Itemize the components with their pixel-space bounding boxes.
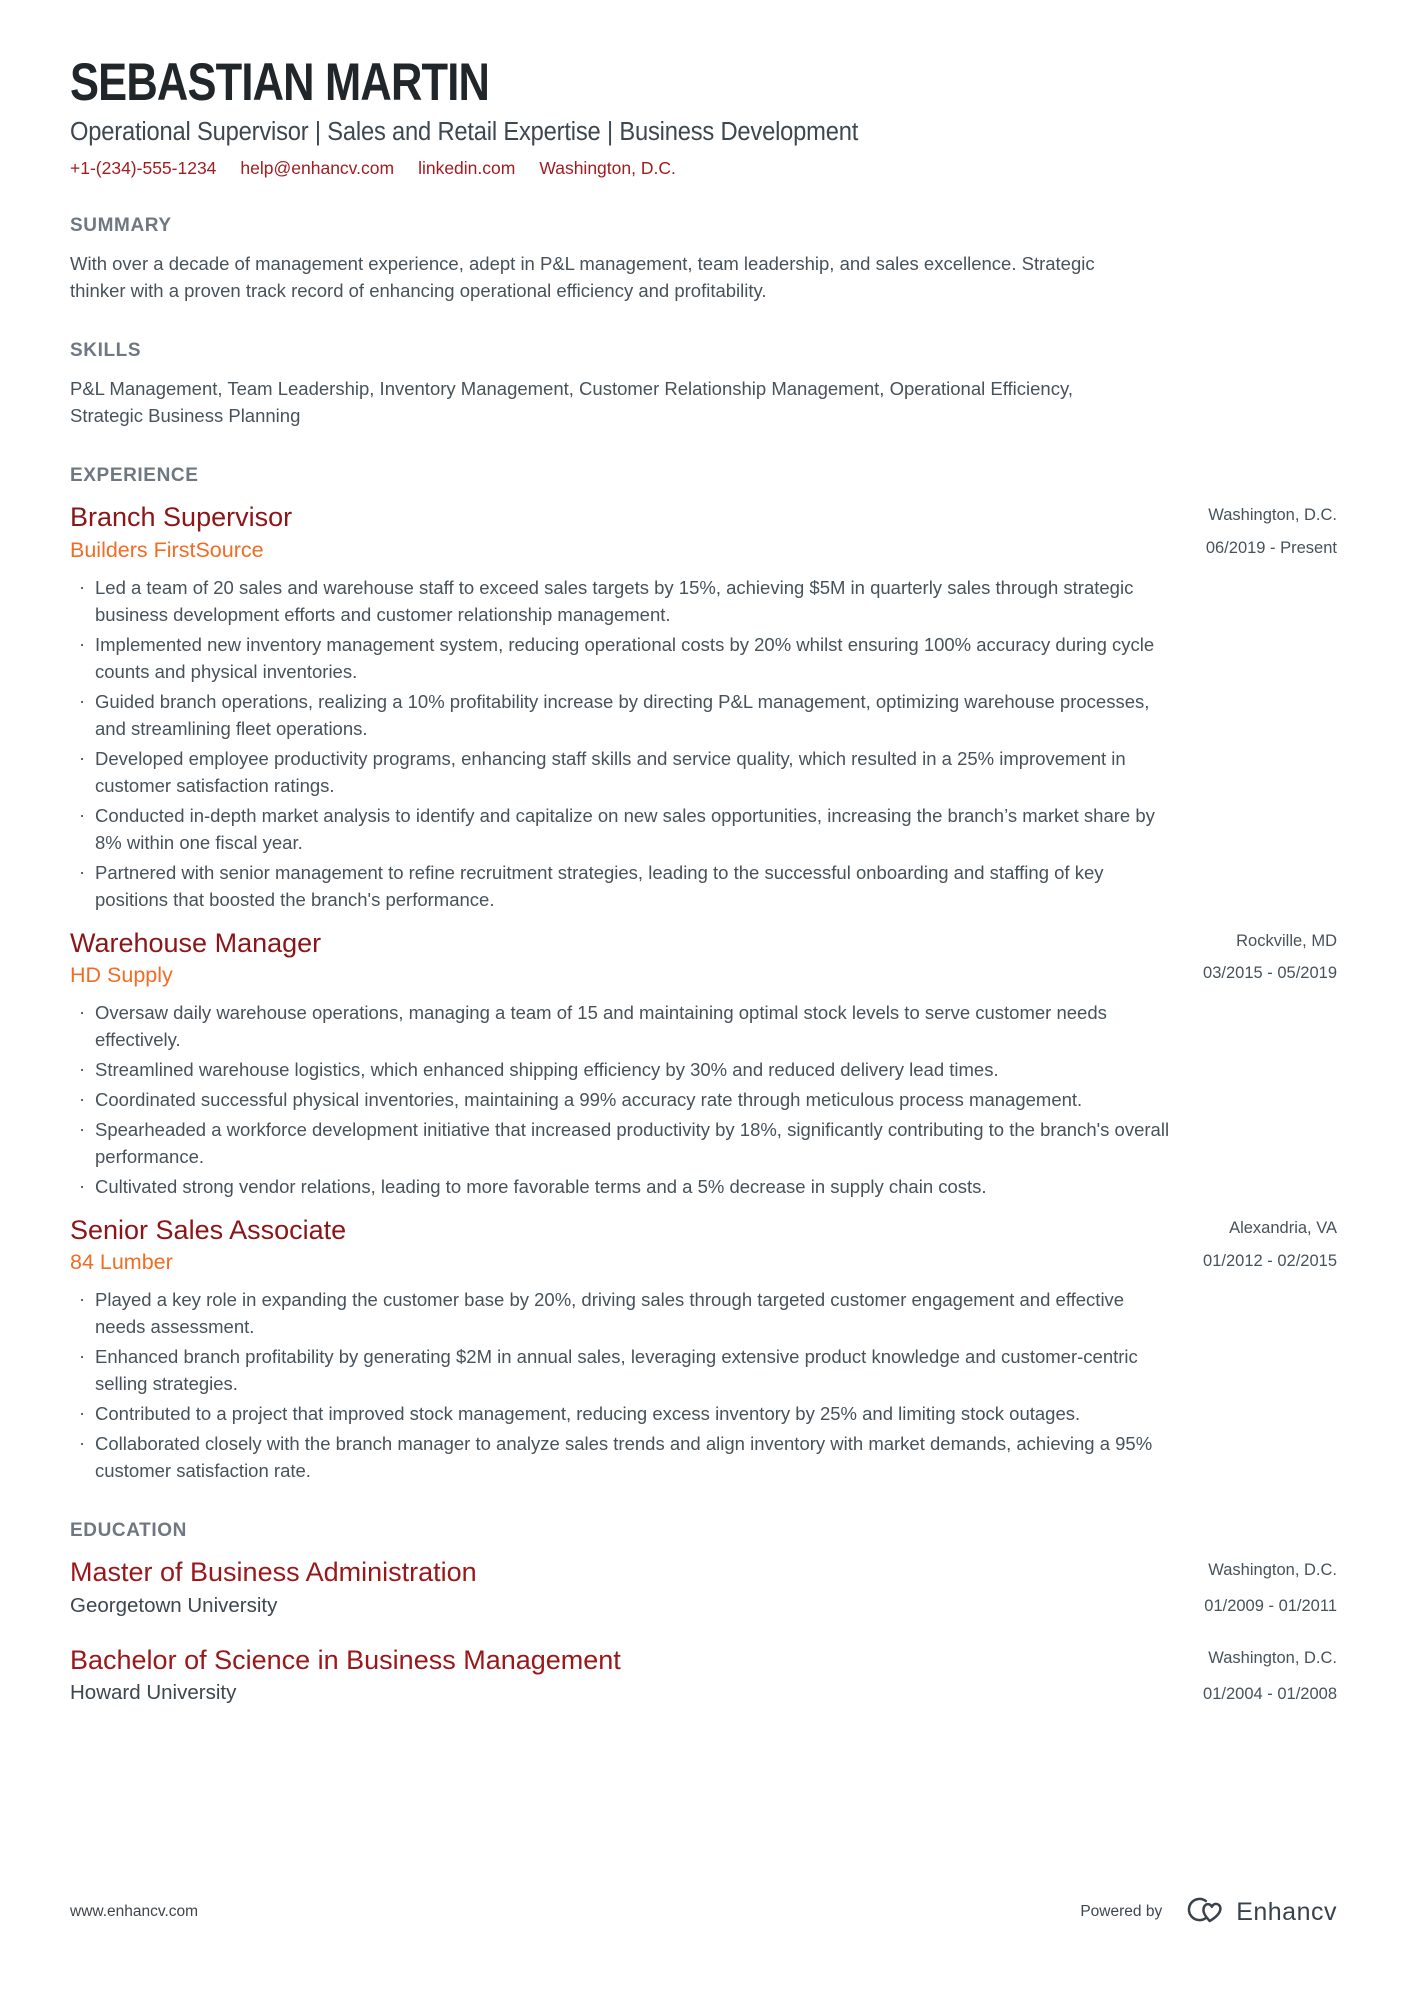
bullet-item: · Led a team of 20 sales and warehouse staff to exceed sales targets by 15%, achieving $5M in quarterly sales through strategic business development efforts and customer relationship management. [95, 574, 1170, 628]
summary-text: With over a decade of management experience, adept in P&L management, team leadership, and sales excellence. Strategic thinker with a proven track record of enhancing operational efficiency and profitability. [70, 253, 1095, 302]
experience-heading: EXPERIENCE [70, 465, 199, 487]
job-meta [1203, 927, 1337, 985]
education-dates: 01/2004 - 01/2008 [1203, 1684, 1337, 1703]
bullet-item: · Played a key role in expanding the customer base by 20%, driving sales through targeted customer engagement and effective needs assessment. [95, 1286, 1170, 1340]
summary-heading: SUMMARY [70, 215, 172, 237]
bullet-item: · Guided branch operations, realizing a 10% profitability increase by directing P&L management, optimizing warehouse processes, and streamlining fleet operations. [95, 688, 1170, 742]
degree-title: Bachelor of Science in Business Management [70, 1644, 621, 1675]
job-title-block [70, 1214, 346, 1275]
job-title-block [70, 927, 321, 988]
job-header [70, 501, 1337, 562]
company-name: HD Supply [70, 963, 173, 988]
job-location: Alexandria, VA [1229, 1219, 1337, 1238]
bullet-item: · Spearheaded a workforce development initiative that increased productivity by 18%, significantly contributing to the branch's overall performance. [95, 1116, 1170, 1170]
enhancv-site-link[interactable]: www.enhancv.com [70, 1903, 199, 1920]
education-location: Washington, D.C. [1208, 1561, 1337, 1580]
bullet-item: · Developed employee productivity programs, enhancing staff skills and service quality, which resulted in a 25% improvement in customer satisfaction ratings. [95, 745, 1170, 799]
job-title: Warehouse Manager [70, 927, 322, 958]
job-dates: 01/2012 - 02/2015 [1203, 1251, 1337, 1270]
location-text: Washington, D.C. [539, 158, 676, 179]
skills-heading: SKILLS [70, 340, 142, 362]
education-meta [1203, 1644, 1337, 1705]
school-name: Howard University [70, 1681, 237, 1705]
enhancv-brand-link[interactable] [1178, 1893, 1337, 1931]
job-location: Rockville, MD [1236, 931, 1337, 950]
job-title: Branch Supervisor [70, 502, 293, 533]
skills-text: P&L Management, Team Leadership, Inventory Management, Customer Relationship Management, Operational Efficiency, Strategic Business Planning [70, 378, 1073, 427]
bullet-item: · Contributed to a project that improved stock management, reducing excess inventory by 25% and limiting stock outages. [95, 1400, 1170, 1427]
education-entry [70, 1644, 1337, 1705]
candidate-name: SEBASTIAN MARTIN [70, 53, 490, 112]
bullet-item: · Collaborated closely with the branch manager to analyze sales trends and align inventory with market demands, achieving a 95% customer satisfaction rate. [95, 1430, 1170, 1484]
bullet-item: · Coordinated successful physical inventories, maintaining a 99% accuracy rate through meticulous process management. [95, 1086, 1170, 1113]
education-heading: EDUCATION [70, 1520, 187, 1542]
experience-entry [70, 927, 1337, 1200]
bullet-item: · Enhanced branch profitability by generating $2M in annual sales, leveraging extensive product knowledge and customer-centric selling strategies. [95, 1343, 1170, 1397]
summary-section [70, 215, 1337, 304]
phone-number[interactable]: +1-(234)-555-1234 [70, 158, 217, 179]
education-dates: 01/2009 - 01/2011 [1204, 1597, 1337, 1616]
experience-section [70, 465, 1337, 1484]
resume-header [70, 54, 1337, 179]
enhancv-logo-icon [1178, 1893, 1226, 1931]
page-footer [70, 1893, 1337, 1931]
education-meta [1204, 1556, 1337, 1617]
job-header [70, 1214, 1337, 1275]
experience-entry [70, 501, 1337, 912]
job-location: Washington, D.C. [1208, 506, 1337, 525]
job-bullets [70, 999, 1337, 1200]
job-bullets [70, 574, 1337, 913]
job-meta [1206, 501, 1337, 559]
education-entry [70, 1556, 1337, 1617]
job-title-block [70, 501, 292, 562]
education-location: Washington, D.C. [1208, 1648, 1337, 1667]
bullet-item: · Implemented new inventory management system, reducing operational costs by 20% whilst ensuring 100% accuracy during cycle counts and physical inventories. [95, 631, 1170, 685]
job-dates: 06/2019 - Present [1205, 539, 1337, 558]
job-meta [1203, 1214, 1337, 1272]
degree-block [70, 1556, 477, 1617]
company-name: 84 Lumber [70, 1250, 173, 1275]
enhancv-brand-name: Enhancv [1236, 1897, 1337, 1926]
job-header [70, 927, 1337, 988]
education-section [70, 1520, 1337, 1705]
company-name: Builders FirstSource [70, 537, 264, 562]
bullet-item: · Conducted in-depth market analysis to identify and capitalize on new sales opportunities, increasing the branch’s market share by 8% within one fiscal year. [95, 802, 1170, 856]
degree-title: Master of Business Administration [70, 1557, 477, 1588]
email-link[interactable]: help@enhancv.com [240, 158, 395, 179]
powered-by-block [1080, 1893, 1337, 1931]
skills-section [70, 340, 1337, 429]
bullet-item: · Partnered with senior management to refine recruitment strategies, leading to the successful onboarding and staffing of key positions that boosted the branch's performance. [95, 859, 1170, 913]
linkedin-link[interactable]: linkedin.com [418, 158, 516, 179]
degree-block [70, 1644, 621, 1705]
candidate-headline: Operational Supervisor | Sales and Retail Expertise | Business Development [70, 118, 859, 147]
bullet-item: · Oversaw daily warehouse operations, managing a team of 15 and maintaining optimal stock levels to serve customer needs effectively. [95, 999, 1170, 1053]
powered-by-label: Powered by [1080, 1903, 1163, 1920]
bullet-item: · Cultivated strong vendor relations, leading to more favorable terms and a 5% decrease in supply chain costs. [95, 1173, 1170, 1200]
job-title: Senior Sales Associate [70, 1215, 347, 1246]
experience-entry [70, 1214, 1337, 1484]
contact-row [70, 158, 1337, 179]
job-dates: 03/2015 - 05/2019 [1203, 964, 1337, 983]
job-bullets [70, 1286, 1337, 1484]
school-name: Georgetown University [70, 1593, 278, 1617]
bullet-item: · Streamlined warehouse logistics, which enhanced shipping efficiency by 30% and reduced delivery lead times. [95, 1056, 1170, 1083]
